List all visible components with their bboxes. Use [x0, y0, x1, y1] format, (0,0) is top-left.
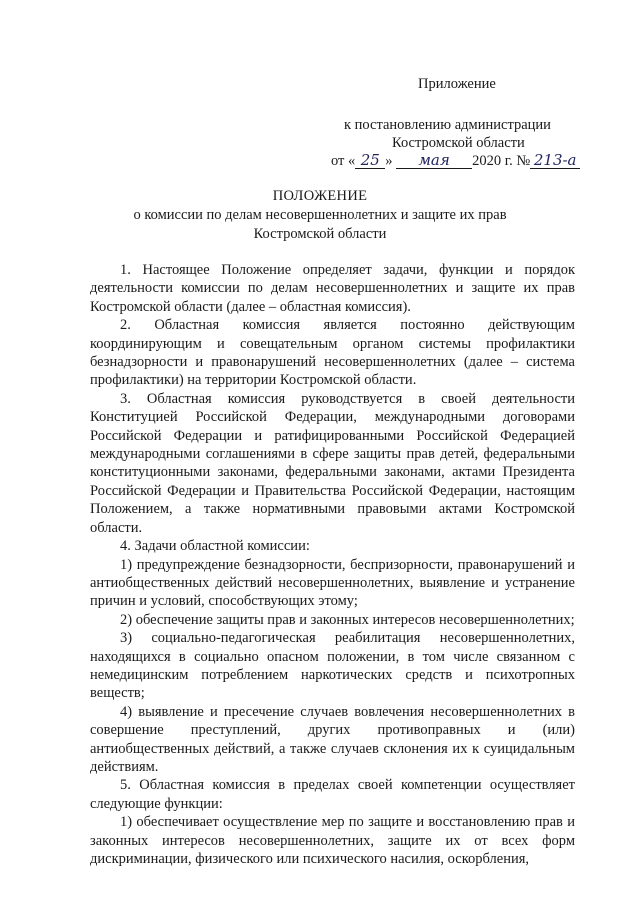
appendix-label: Приложение	[418, 76, 496, 92]
paragraph-4-item-4: 4) выявление и пресечение случаев вовлечения несовершеннолетних в совершение преступлений, других противоправных и (или) антиобщественных действий, а также случаев склонения их к суицидальным действиям.	[90, 703, 575, 775]
paragraph-3: 3. Областная комиссия руководствуется в своей деятельности Конституцией Российской Федерации, международными договорами Российской Федерации и ратифицированными Российской Федерацией международными соглашениями в сфере защиты прав детей, федеральными конституционными законами, федеральными законами, актами Президента Российской Федерации и Правительства Российской Федерации, настоящим Положением, а также нормативными правовыми актами Костромской области.	[90, 390, 575, 536]
handwritten-day: 25	[355, 153, 385, 169]
handwritten-month: мая	[396, 153, 472, 169]
paragraph-1: 1. Настоящее Положение определяет задачи, функции и порядок деятельности комиссии по делам несовершеннолетних и защите их прав Костромской области (далее – областная комиссия).	[90, 262, 575, 315]
year-and-number-label: 2020 г. №	[472, 153, 531, 169]
paragraph-2: 2. Областная комиссия является постоянно действующим координирующим и совещательным органом системы профилактики безнадзорности и правонарушений несовершеннолетних (далее – система профилактики) на территории Костромской области.	[90, 317, 575, 389]
paragraph-4: 4. Задачи областной комиссии:	[120, 538, 310, 555]
handwritten-number: 213-а	[530, 153, 580, 169]
document-title: ПОЛОЖЕНИЕ	[272, 188, 368, 204]
paragraph-4-item-2: 2) обеспечение защиты прав и законных интересов несовершеннолетних;	[120, 611, 575, 628]
resolution-reference: к постановлению администрации	[344, 117, 551, 133]
paragraph-5: 5. Областная комиссия в пределах своей компетенции осуществляет следующие функции:	[90, 777, 575, 812]
resolution-date-line	[331, 153, 580, 170]
region-name: Костромской области	[392, 135, 525, 151]
date-prefix: от «	[331, 153, 356, 169]
document-subtitle-region: Костромской области	[253, 226, 387, 242]
paragraph-5-item-1: 1) обеспечивает осуществление мер по защите и восстановлению прав и законных интересов несовершеннолетних, защите их от всех форм дискриминации, физического или психического насилия, оскорбления,	[90, 814, 575, 867]
paragraph-4-item-3: 3) социально-педагогическая реабилитация несовершеннолетних, находящихся в социально опасном положении, в том числе связанном с немедицинским потреблением наркотических средств и психотропных веществ;	[90, 630, 575, 702]
date-quote-close: »	[385, 153, 393, 169]
document-subtitle: о комиссии по делам несовершеннолетних и защите их прав	[133, 207, 507, 223]
document-body	[90, 261, 575, 868]
paragraph-4-item-1: 1) предупреждение безнадзорности, беспризорности, правонарушений и антиобщественных действий несовершеннолетних, выявление и устранение причин и условий, способствующих этому;	[90, 556, 575, 610]
